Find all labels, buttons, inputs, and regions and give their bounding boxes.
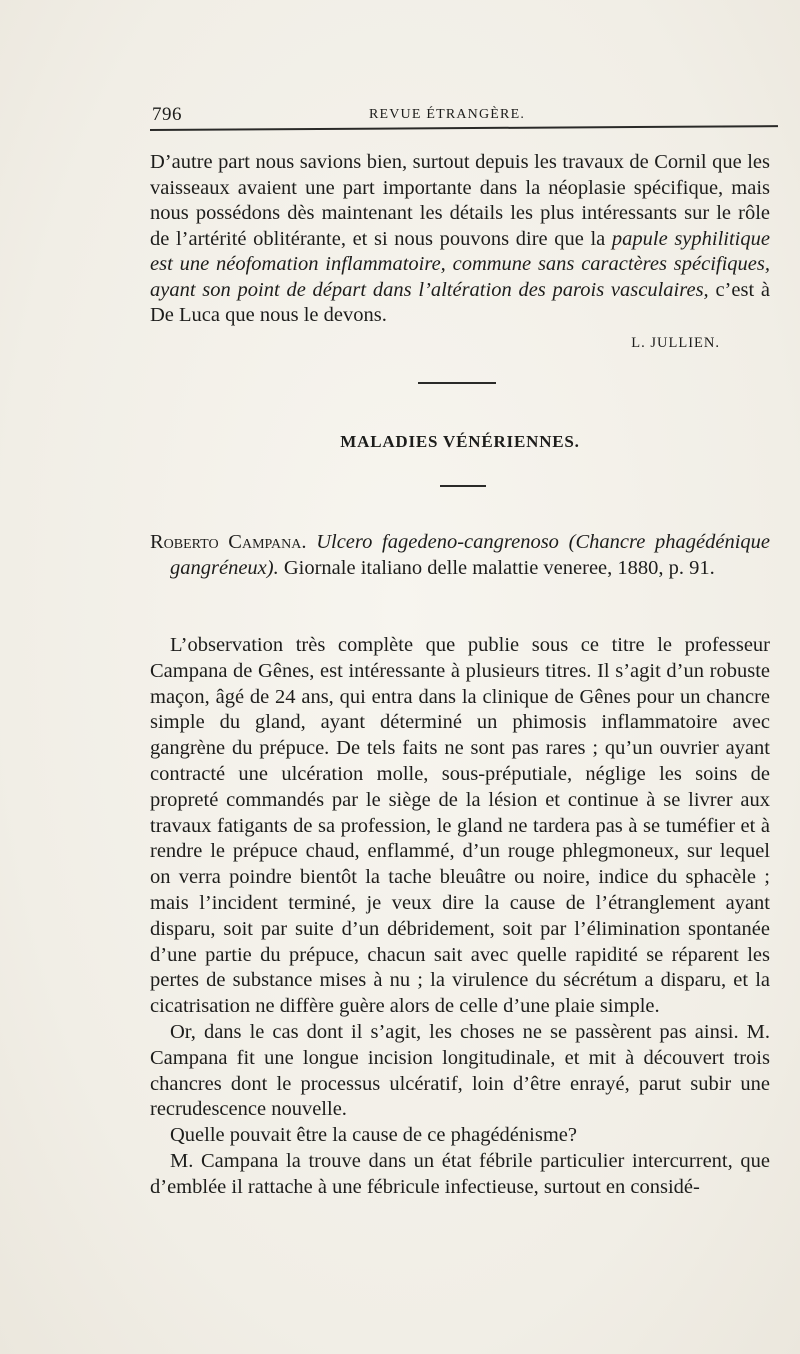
page-number: 796 bbox=[152, 104, 182, 125]
reference-source: Giornale italiano delle malattie veneree, 1880, p. 91. bbox=[278, 556, 715, 579]
running-head: REVUE ÉTRANGÈRE. bbox=[368, 107, 526, 122]
page-header bbox=[152, 104, 772, 128]
body-paragraph: M. Campana la trouve dans un état fébrile particulier intercurrent, que d’emblée il rattache à une fébricule infectieuse, surtout en considé- bbox=[150, 1149, 770, 1198]
reference-entry bbox=[150, 530, 770, 581]
paragraph-text: D’autre part nous savions bien, surtout depuis les travaux de Cornil que les vaisseaux avaient une part importante dans la néoplasie spécifique, mais nous possédons dès maintenant les détails les plus intéressants sur le rôle de l’artérité oblitérante, et si nous pouvons dire que la bbox=[150, 151, 770, 250]
reference-title-french: (Chancre phagédénique gangréneux). bbox=[170, 531, 770, 579]
section-title: MALADIES VÉNÉRIENNES. bbox=[340, 432, 580, 451]
body-paragraph: Quelle pouvait être la cause de ce phagédénisme? bbox=[170, 1124, 577, 1147]
reference-title: Ulcero fagedeno-cangrenoso bbox=[316, 531, 559, 553]
body-paragraph: Or, dans le cas dont il s’agit, les choses ne se passèrent pas ainsi. M. Campana fit une longue incision longitudinale, et mit à découvert trois chancres dont le processus ulcératif, loin d’être enrayé, parut subir une recrudescence nouvelle. bbox=[150, 1020, 770, 1121]
italic-text: papule syphilitique est une néofomation inflammatoire, commune sans caractères spécifiques, ayant son point de départ dans l’altération des parois vasculaires, bbox=[150, 227, 770, 301]
separator-rule bbox=[418, 382, 496, 384]
separator-rule bbox=[440, 485, 486, 487]
article-jullien bbox=[150, 150, 770, 356]
author-signature: L. JULLIEN. bbox=[631, 334, 720, 351]
reference-author: Roberto Campana. bbox=[150, 531, 307, 553]
paragraph bbox=[150, 150, 770, 329]
bibliographic-reference bbox=[150, 530, 770, 581]
body-paragraph: L’observation très complète que publie sous ce titre le professeur Campana de Gênes, est intéressante à plusieurs titres. Il s’agit d’un robuste maçon, âgé de 24 ans, qui entra dans la clinique de Gênes pour un chancre simple du gland, ayant déterminé un phimosis inflammatoire avec gangrène du prépuce. De tels faits ne sont pas rares ; qu’un ouvrier ayant contracté une ulcération molle, sous-préputiale, néglige les soins de propreté commandés par le siège de la lésion et continue à se livrer aux travaux fatigants de sa profession, le gland ne tardera pas à se tuméfier et à rendre le prépuce chaud, enflammé, d’un rouge phlegmoneux, sur lequel on verra poindre bientôt la tache bleuâtre ou noire, indice du sphacèle ; mais l’incident terminé, je veux dire la cause de l’étranglement ayant disparu, soit par suite d’un débridement, soit par l’élimination spontanée d’une partie du prépuce, chacun sait avec quelle rapidité se réparent les pertes de substance mises à nu ; la virulence du sécrétum a disparu, et la cicatrisation ne diffère guère alors de celle d’une plaie simple. bbox=[150, 634, 770, 1018]
article-body bbox=[150, 633, 770, 1201]
paragraph-text: c’est à De Luca que nous le devons. bbox=[150, 278, 771, 326]
